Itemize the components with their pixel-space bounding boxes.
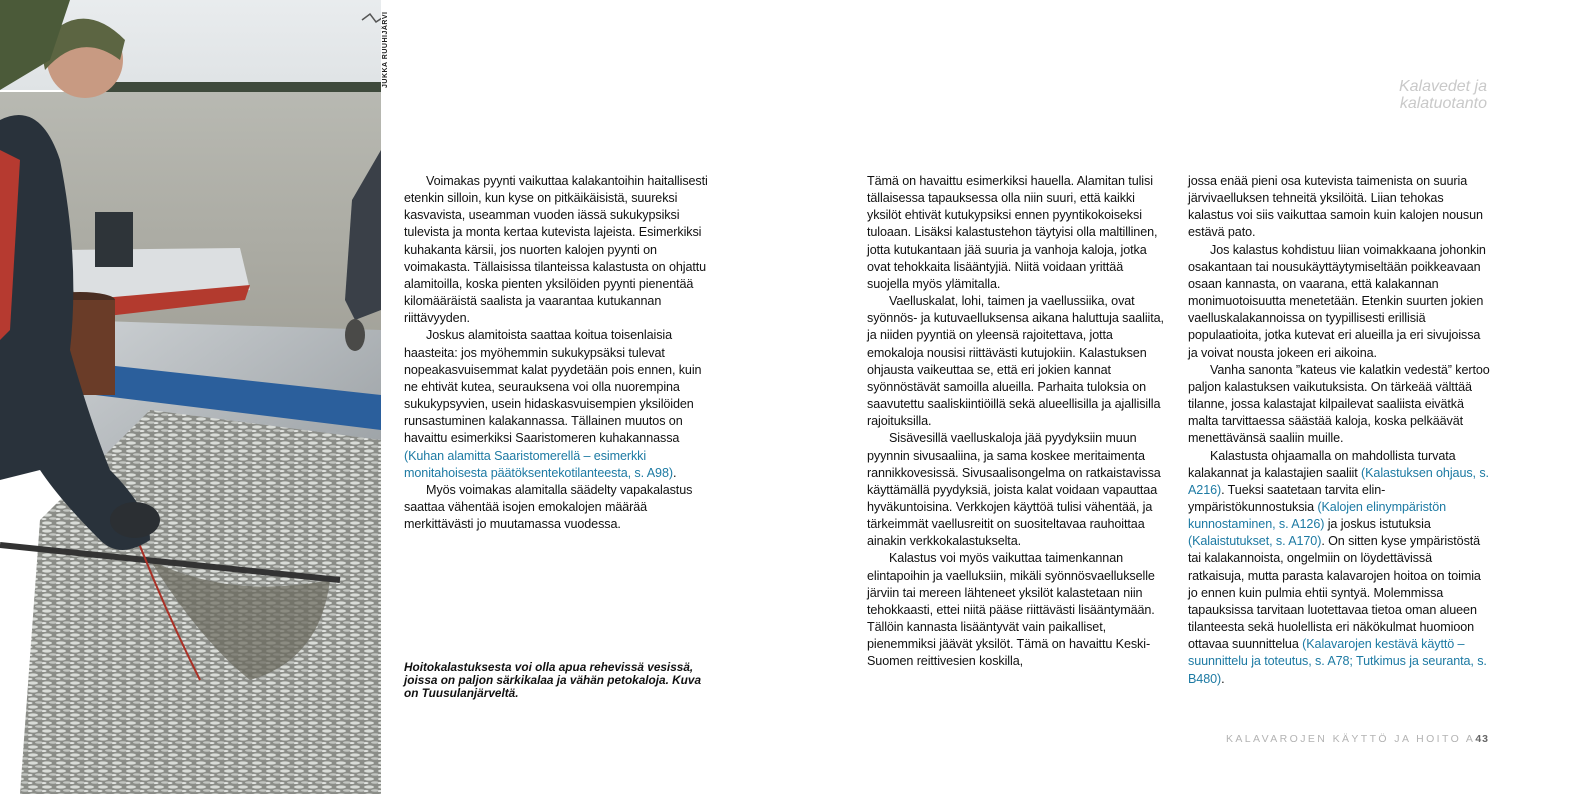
paragraph-text: ja joskus istutuksia	[1324, 517, 1431, 532]
fishing-photo	[0, 0, 381, 794]
footer-title: KALAVAROJEN KÄYTTÖ JA HOITO A	[1225, 733, 1476, 745]
paragraph-text: .	[672, 465, 677, 480]
paragraph: Vanha sanonta ”kateus vie kalatkin vedestä” kertoo paljon kalastuksen vaikutuksista. On tärkeää välttää tilanne, jossa kalastajat kilpailevat saaliista eivätkä malta tarvittaessa säästää kaloja, koska pelkäävät menettävänsä saaliin muille.	[1188, 362, 1490, 446]
paragraph: jossa enää pieni osa kutevista taimenista on suuria järvivaelluksen tehneitä yksilöitä. Liian tehokas kalastus voi siis vaikuttaa samoin kuin kalojen nousun estävä pato.	[1188, 174, 1483, 240]
text-column-3	[1188, 173, 1490, 688]
photo-caption: Hoitokalastuksesta voi olla apua rehevissä vesissä, joissa on paljon särkikalaa ja vähän petokaloja. Kuva on Tuusulanjärveltä.	[404, 660, 702, 701]
paragraph-text: . Tueksi saatetaan tarvita elinympäristökunnostuksia	[1188, 482, 1386, 514]
text-column-2	[867, 173, 1167, 671]
cross-reference-link[interactable]: (Kalastuksen ohjaus, s. A216)	[1188, 465, 1489, 497]
text-column-1	[404, 173, 708, 533]
cross-reference-link[interactable]: (Kalojen elinympäristön kunnostaminen, s. A126)	[1188, 499, 1447, 532]
paragraph-text: . On sitten kyse ympäristöstä tai kalakannoista, ongelmiin on löydettävissä ratkaisuja, mutta parasta kalavarojen hoitoa on toimia jo ennen kuin pulmia ehtii syntyä. Molemmissa tapauksissa tarvitaan luotettavaa tietoa oman alueen tilanteesta sekä huolellista eri näkökulmat huomioon ottavaa suunnittelua	[1188, 534, 1481, 652]
paragraph	[1188, 448, 1490, 688]
paragraph-text: .	[1221, 671, 1225, 686]
section-title-line1: Kalavedet ja	[1398, 78, 1487, 95]
paragraph: Voimakas pyynti vaikuttaa kalakantoihin haitallisesti etenkin silloin, kun kyse on pitkäikäisistä, suureksi kasvavista, useamman vuoden iässä sukukypsiksi tulevista ja monta kertaa kutevista lajeista. Esimerkiksi kuhakanta kärsii, jos nuorten kalojen pyynti on voimakasta. Tällaisissa tilanteissa kalastusta on ohjattu alamitoilla, koska pienten yksilöiden pyynti pienentää kilomääräistä saalista ja vaarantaa kutukannan riittävyyden.	[404, 174, 708, 326]
paragraph-text: Joskus alamitoista saattaa koitua toisenlaisia haasteita: jos myöhemmin sukukypsäksi tulevat nopeakasvuisemmat kalat pyydetään pois ennen, kuin ne ehtivät kutea, seurauksena voi olla nuorempina sukukypsyvien, usein hidaskasvuisempien yksilöiden runsastuminen kalakannassa. Tällainen muutos on havaittu esimerkiksi Saaristomeren kuhakannassa	[404, 328, 702, 446]
cross-reference-link[interactable]: (Kalavarojen kestävä käyttö – suunnittelu ja toteutus, s. A78; Tutkimus ja seuranta, s. B480)	[1188, 637, 1487, 686]
paragraph: Jos kalastus kohdistuu liian voimakkaana johonkin osakantaan tai nousukäyttäytymiseltään poikkeavaan osaan kannasta, on vaarana, että kalakannan monimuotoisuutta menetetään. Etenkin suurten jokien vaelluskalakannoissa on tyypillisesti erillisiä populaatioita, jotka kutevat eri alueilla ja eri sivujoissa ja voivat nousta jokeen eri aikoina.	[1188, 242, 1486, 360]
page-footer	[1226, 733, 1489, 745]
section-title-line2: kalatuotanto	[1399, 95, 1487, 112]
section-title	[1399, 78, 1487, 112]
paragraph: Myös voimakas alamitalla säädelty vapakalastus saattaa vähentää isojen emokalojen määrää merkittävästi jo muutamassa vuodessa.	[404, 482, 693, 532]
page-number: 43	[1475, 733, 1489, 745]
photo-credit: JUKKA RUUHIJÄRVI	[382, 11, 389, 88]
cross-reference-link[interactable]: (Kuhan alamitta Saaristomerellä – esimerkki monitahoisesta päätöksentekotilanteesta, s. A98)	[404, 448, 673, 480]
paragraph-text: Kalastusta ohjaamalla on mahdollista turvata kalakannat ja kalastajien saaliit	[1188, 448, 1456, 480]
cross-reference-link[interactable]: (Kalaistutukset, s. A170)	[1188, 534, 1322, 549]
fishing-boat-illustration	[0, 0, 381, 794]
paragraph: Vaelluskalat, lohi, taimen ja vaellussiika, ovat syönnös- ja kutuvaelluksensa aikana haluttuja saaliita, ja niiden pyyntiä on yleensä rajoitettava, jotta emokaloja nousisi riittävästi kutujokiin. Kalastuksen ohjausta vaikeuttaa se, että eri jokien kannat syönnöstävät samoilla alueilla. Parhaita tuloksia on saavutettu saaliskiintiöillä sekä alueellisilla ja ajallisilla rajoituksilla.	[867, 294, 1164, 429]
paragraph	[404, 327, 708, 481]
paragraph: Kalastus voi myös vaikuttaa taimenkannan elintapoihin ja vaelluksiin, mikäli syönnösvaellukselle järviin tai mereen lähteneet yksilöt kalastetaan niin tehokkaasti, ettei niitä pääse riittävästi lisääntymään. Tällöin kannasta lisääntyvät vain paikalliset, pienemmiksi jäävät yksilöt. Tämä on havaittu Keski-Suomen reittivesien koskilla,	[867, 551, 1155, 669]
paragraph: Tämä on havaittu esimerkiksi hauella. Alamitan tulisi tällaisessa tapauksessa olla niin suuri, että kaikki yksilöt ehtivät kutukypsiksi ennen pyyntikokoiseksi tuloaan. Lisäksi kalastustehon täytyisi olla maltillinen, jotta kutukantaan jää suuria ja vanhoja kaloja, jotka ovat tehokkaita lisääntyjiä. Niitä voidaan yrittää suojella myös ylämitalla.	[867, 174, 1158, 291]
paragraph: Sisävesillä vaelluskaloja jää pyydyksiin muun pyynnin sivusaaliina, ja sama koskee meritaimenta rannikkovesissä. Sivusaalisongelma on ratkaistavissa käyttämällä pyydyksiä, joista kalat voidaan vapauttaa hyväkuntoisina. Verkkojen käyttöä tulisi vähentää, ja tärkeimmät vaellusreitit on suositeltavaa rauhoittaa ainakin verkkokalastukselta.	[867, 431, 1161, 549]
